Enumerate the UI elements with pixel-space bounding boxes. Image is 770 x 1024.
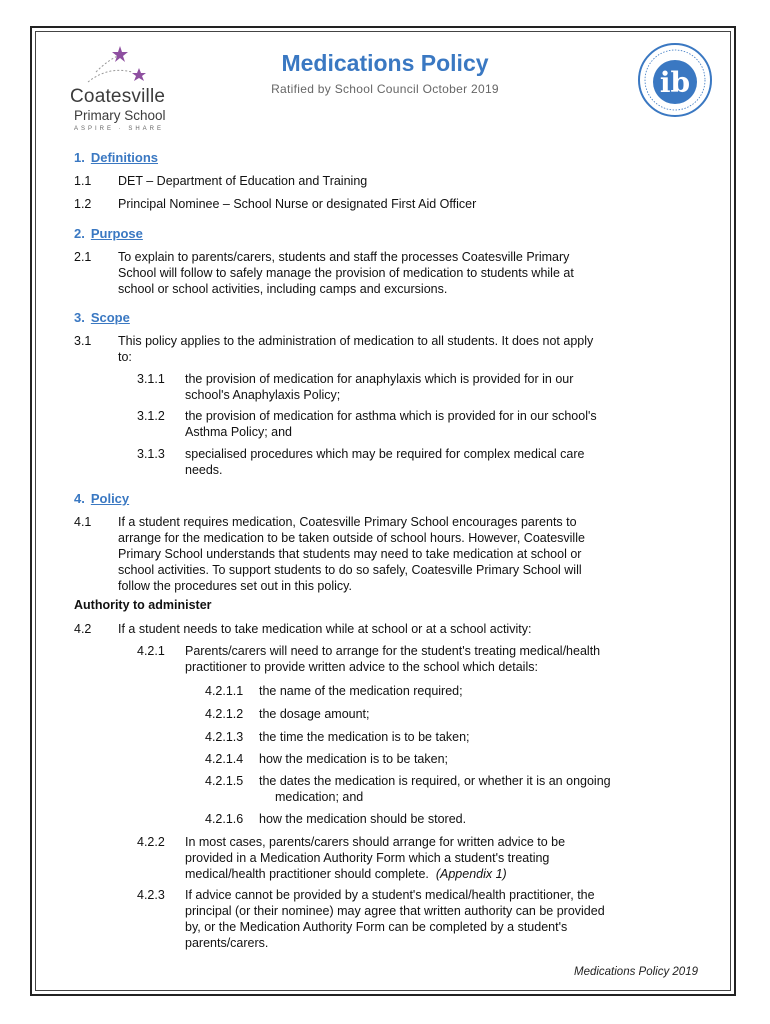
text-line: principal (or their nominee) may agree that written authority can be provided <box>185 904 605 918</box>
policy-paragraph <box>118 514 585 594</box>
page-title: Medications Policy <box>281 50 489 76</box>
text-line: arrange for the medication to be taken outside of school hours. However, Coatesville <box>118 531 585 545</box>
text-line: the dates the medication is required, or whether it is an ongoing <box>259 774 611 788</box>
text-line: Primary School understands that students may need to take medication at school or <box>118 547 582 561</box>
text-line: Parents/carers will need to arrange for the student's treating medical/health <box>185 644 601 658</box>
section-heading-policy <box>74 491 129 506</box>
section-number: 3. <box>74 310 85 325</box>
text-line: school's Anaphylaxis Policy; <box>185 388 341 402</box>
text-line: In most cases, parents/carers should arrange for written advice to be <box>185 835 566 849</box>
policy-item-4-2-2 <box>185 834 565 882</box>
section-number: 1. <box>74 150 85 165</box>
policy-item-4-2-1 <box>185 643 600 675</box>
definition-det: DET – Department of Education and Training <box>118 174 368 188</box>
policy-item-4-2-3 <box>185 887 605 951</box>
school-logo-name: Coatesville <box>70 86 166 107</box>
section-heading-definitions <box>74 150 158 165</box>
text-line: school activities. To support students to do so safely, Coatesville Primary School will <box>118 563 582 577</box>
item-number: 4.2.1.6 <box>205 812 244 826</box>
text-line: To explain to parents/carers, students and staff the processes Coatesville Primary <box>118 250 570 264</box>
text-line: the provision of medication for anaphylaxis which is provided for in our <box>185 372 574 386</box>
section-heading-scope <box>74 310 130 325</box>
text-line: School will follow to safely manage the provision of medication to students while at <box>118 266 574 280</box>
advice-detail-dosage: the dosage amount; <box>259 707 370 721</box>
item-number: 4.2.1.5 <box>205 774 244 788</box>
section-label: Definitions <box>90 150 159 165</box>
text-line: by, or the Medication Authority Form can be completed by a student's <box>185 920 568 934</box>
item-number: 4.1 <box>74 515 92 529</box>
section-heading-purpose <box>74 226 143 241</box>
text-line: school or school activities, including camps and excursions. <box>118 282 448 296</box>
item-number: 2.1 <box>74 250 92 264</box>
advice-detail-method: how the medication is to be taken; <box>259 752 449 766</box>
item-number: 4.2.1.1 <box>205 684 244 698</box>
item-number: 4.2.3 <box>137 888 165 902</box>
text-line: Asthma Policy; and <box>185 425 292 439</box>
ib-logo-text: ib <box>659 66 691 99</box>
item-number: 4.2.1.2 <box>205 707 244 721</box>
appendix-reference: (Appendix 1) <box>435 867 507 881</box>
item-number: 1.1 <box>74 174 92 188</box>
item-number: 4.2 <box>74 622 92 636</box>
section-label: Policy <box>90 491 130 506</box>
item-number: 4.2.1 <box>137 644 165 658</box>
text-line: If a student requires medication, Coatesville Primary School encourages parents to <box>118 515 577 529</box>
advice-detail-time: the time the medication is to be taken; <box>259 730 470 744</box>
school-logo-subtitle: Primary School <box>74 108 166 123</box>
advice-detail-storage: how the medication should be stored. <box>259 812 467 826</box>
scope-exclusion-asthma <box>185 408 597 440</box>
ib-world-school-logo-icon <box>637 42 713 118</box>
text-line: follow the procedures set out in this policy. <box>118 579 352 593</box>
text-line: provided in a Medication Authority Form which a student's treating <box>185 851 550 865</box>
item-number: 3.1.3 <box>137 447 165 461</box>
section-number: 2. <box>74 226 85 241</box>
advice-detail-dates <box>259 773 611 805</box>
text-line: medication; and <box>275 790 364 804</box>
section-label: Scope <box>90 310 130 325</box>
item-number: 4.2.1.3 <box>205 730 244 744</box>
item-number: 4.2.2 <box>137 835 165 849</box>
text-line: the provision of medication for asthma which is provided for in our school's <box>185 409 597 423</box>
text-line: This policy applies to the administration of medication to all students. It does not apply <box>118 334 594 348</box>
text-line: parents/carers. <box>185 936 269 950</box>
item-number: 3.1.2 <box>137 409 165 423</box>
text-line <box>185 866 565 882</box>
text-line: specialised procedures which may be required for complex medical care <box>185 447 585 461</box>
item-number: 4.2.1.4 <box>205 752 244 766</box>
section-label: Purpose <box>90 226 143 241</box>
text-line-part: medical/health practitioner should complete. <box>185 867 429 881</box>
item-number: 3.1.1 <box>137 372 165 386</box>
scope-paragraph <box>118 333 593 365</box>
policy-item-4-2: If a student needs to take medication while at school or at a school activity: <box>118 622 532 636</box>
advice-detail-name: the name of the medication required; <box>259 684 463 698</box>
item-number: 1.2 <box>74 197 92 211</box>
purpose-paragraph <box>118 249 574 297</box>
subheading-authority-to-administer: Authority to administer <box>74 598 212 612</box>
page-subtitle: Ratified by School Council October 2019 <box>271 82 499 96</box>
text-line: practitioner to provide written advice to the school which details: <box>185 660 538 674</box>
scope-exclusion-specialised <box>185 446 585 478</box>
school-logo-tagline: ASPIRE · SHARE <box>74 126 165 132</box>
scope-exclusion-anaphylaxis <box>185 371 573 403</box>
text-line: needs. <box>185 463 223 477</box>
text-line: to: <box>118 350 132 364</box>
item-number: 3.1 <box>74 334 92 348</box>
text-line: If advice cannot be provided by a student's medical/health practitioner, the <box>185 888 595 902</box>
page-footer: Medications Policy 2019 <box>573 966 698 978</box>
definition-principal-nominee: Principal Nominee – School Nurse or designated First Aid Officer <box>118 197 477 211</box>
section-number: 4. <box>74 491 85 506</box>
